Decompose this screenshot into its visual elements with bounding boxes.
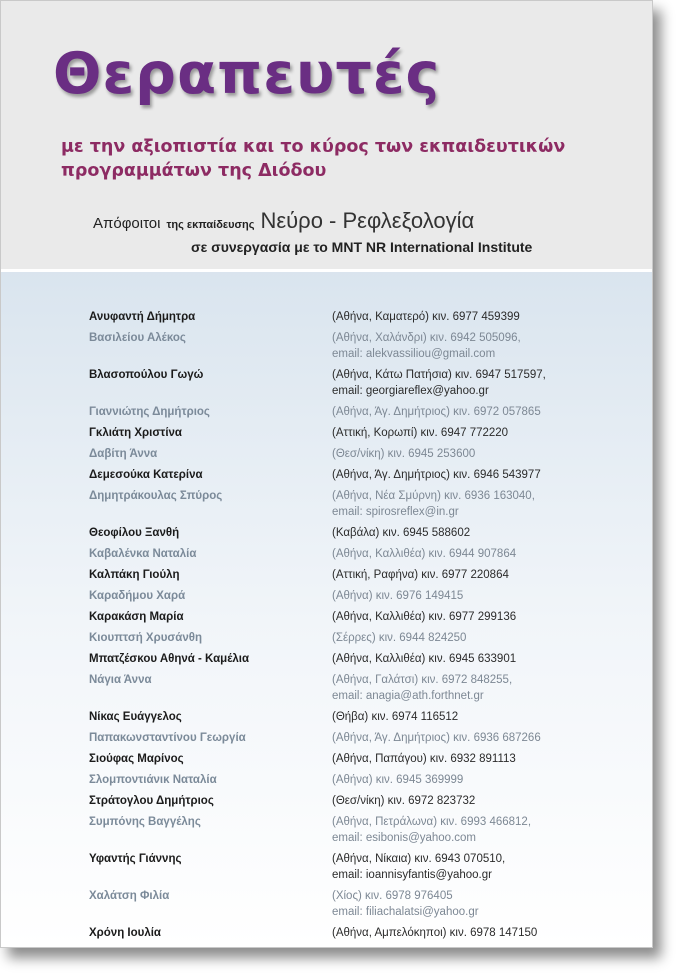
course-name: Νεύρο - Ρεφλεξολογία [260,208,475,233]
therapist-name: Μπατζέσκου Αθηνά - Καμέλια [89,653,250,665]
therapist-name: Βλασοπούλου Γωγώ [89,369,204,381]
list-item [1,546,652,562]
therapist-name: Καλπάκη Γιούλη [89,569,180,581]
list-item [1,488,652,520]
therapist-contact [332,630,652,646]
therapist-name: Σιούφας Μαρίνος [89,753,184,765]
contact-location-phone: (Αθήνα, Παπάγου) κιν. 6932 891113 [332,753,516,765]
therapist-name: Καρακάση Μαρία [89,611,184,623]
therapist-contact [332,609,652,625]
therapist-contact [332,888,652,920]
therapist-name: Δημητράκουλας Σπύρος [89,490,223,502]
collaboration-line: σε συνεργασία με το MNT NR International Institute [191,239,533,255]
contact-email: email: esibonis@yahoo.com [332,832,476,844]
graduates-mid: της εκπαίδευσης [166,219,255,231]
list-item [1,446,652,462]
list-item [1,730,652,746]
contact-location-phone: (Αθήνα, Κάτω Πατήσια) κιν. 6947 517597, [332,369,546,381]
therapist-contact [332,772,652,788]
subtitle [61,135,641,183]
contact-email: email: georgiareflex@yahoo.gr [332,385,489,397]
list-item [1,567,652,583]
list-item [1,367,652,399]
therapist-contact [332,446,652,462]
list-item [1,630,652,646]
therapist-contact [332,851,652,883]
list-item [1,709,652,725]
list-item [1,672,652,704]
contact-location-phone: (Αττική, Ραφήνα) κιν. 6977 220864 [332,569,509,581]
therapist-name: Δεμεσούκα Κατερίνα [89,469,203,481]
list-item [1,793,652,809]
contact-email: email: filiachalatsi@yahoo.gr [332,906,479,918]
graduates-line [93,208,474,234]
contact-location-phone: (Θήβα) κιν. 6974 116512 [332,711,459,723]
subtitle-line-1: με την αξιοπιστία και το κύρος των εκπαιδευτικών [61,137,566,157]
therapist-contact [332,404,652,420]
contact-location-phone: (Αθήνα, Άγ. Δημήτριος) κιν. 6972 057865 [332,406,541,418]
contact-location-phone: (Αθήνα, Άγ. Δημήτριος) κιν. 6936 687266 [332,732,541,744]
therapist-contact [332,546,652,562]
therapist-contact [332,814,652,846]
contact-location-phone: (Αθήνα, Καματερό) κιν. 6977 459399 [332,311,520,323]
therapist-name: Νίκας Ευάγγελος [89,711,182,723]
contact-location-phone: (Αθήνα) κιν. 6945 369999 [332,774,464,786]
therapist-name: Συμπόνης Βαγγέλης [89,816,201,828]
contact-location-phone: (Αθήνα) κιν. 6976 149415 [332,590,464,602]
therapist-contact [332,567,652,583]
list-item [1,772,652,788]
contact-location-phone: (Αθήνα, Νέα Σμύρνη) κιν. 6936 163040, [332,490,535,502]
therapist-name: Χαλάτση Φιλία [89,890,170,902]
contact-location-phone: (Αττική, Κορωπί) κιν. 6947 772220 [332,427,509,439]
therapist-contact [332,367,652,399]
contact-location-phone: (Αθήνα, Γαλάτσι) κιν. 6972 848255, [332,674,513,686]
therapist-contact [332,730,652,746]
contact-location-phone: (Αθήνα, Νίκαια) κιν. 6943 070510, [332,853,506,865]
therapist-contact [332,488,652,520]
contact-email: email: alekvassiliou@gmail.com [332,348,496,360]
list-item [1,525,652,541]
therapist-name: Γιαννιώτης Δημήτριος [89,406,210,418]
contact-location-phone: (Αθήνα, Καλλιθέα) κιν. 6977 299136 [332,611,517,623]
therapist-name: Καραδήμου Χαρά [89,590,186,602]
therapist-name: Δαβίτη Άννα [89,448,158,460]
therapist-name: Βασιλείου Αλέκος [89,332,186,344]
therapist-contact [332,709,652,725]
subtitle-line-2: προγραμμάτων της Διόδου [61,161,327,181]
list-item [1,851,652,883]
therapist-contact [332,672,652,704]
therapist-contact [332,651,652,667]
therapist-name: Θεοφίλου Ξανθή [89,527,180,539]
contact-location-phone: (Θεσ/νίκη) κιν. 6945 253600 [332,448,476,460]
list-item [1,330,652,362]
contact-location-phone: (Αθήνα, Αμπελόκηποι) κιν. 6978 147150 [332,927,538,939]
therapist-name: Υφαντής Γιάννης [89,853,182,865]
therapist-name: Καβαλένκα Ναταλία [89,548,197,560]
list-item [1,609,652,625]
therapist-contact [332,467,652,483]
therapist-contact [332,588,652,604]
contact-location-phone: (Αθήνα, Καλλιθέα) κιν. 6944 907864 [332,548,517,560]
contact-location-phone: (Σέρρες) κιν. 6944 824250 [332,632,467,644]
contact-location-phone: (Θεσ/νίκη) κιν. 6972 823732 [332,795,476,807]
therapist-name: Νάγια Άννα [89,674,152,686]
contact-email: email: ioannisyfantis@yahoo.gr [332,869,492,881]
contact-location-phone: (Αθήνα, Χαλάνδρι) κιν. 6942 505096, [332,332,521,344]
therapist-contact [332,425,652,441]
page-title: Θεραπευτές [53,41,441,107]
therapist-contact [332,751,652,767]
therapist-name: Ανυφαντή Δήμητρα [89,311,196,323]
list-item [1,651,652,667]
list-item [1,425,652,441]
list-item [1,588,652,604]
therapist-contact [332,525,652,541]
row-gap [1,941,652,946]
list-item [1,467,652,483]
header-panel [1,1,652,272]
contact-email: email: spirosreflex@in.gr [332,506,459,518]
contact-location-phone: (Καβάλα) κιν. 6945 588602 [332,527,471,539]
list-item [1,404,652,420]
list-item [1,888,652,920]
contact-email: email: anagia@ath.forthnet.gr [332,690,484,702]
contact-location-phone: (Αθήνα, Άγ. Δημήτριος) κιν. 6946 543977 [332,469,541,481]
therapist-name: Παπακωνσταντίνου Γεωργία [89,732,246,744]
therapist-name: Κιουπτσή Χρυσάνθη [89,632,202,644]
list-item [1,751,652,767]
contact-location-phone: (Χίος) κιν. 6978 976405 [332,890,453,902]
therapist-contact [332,330,652,362]
therapist-name: Γκλιάτη Χριστίνα [89,427,182,439]
therapist-list [1,309,652,946]
list-item [1,925,652,941]
contact-location-phone: (Αθήνα, Καλλιθέα) κιν. 6945 633901 [332,653,517,665]
list-item [1,309,652,325]
therapist-name: Σλομποντιάνικ Ναταλία [89,774,217,786]
contact-location-phone: (Αθήνα, Πετράλωνα) κιν. 6993 466812, [332,816,532,828]
therapist-name: Στράτογλου Δημήτριος [89,795,214,807]
graduates-prefix: Απόφοιτοι [93,215,161,232]
therapist-name: Χρόνη Ιουλία [89,927,161,939]
therapist-contact [332,925,652,941]
therapist-contact [332,309,652,325]
list-item [1,814,652,846]
therapist-contact [332,793,652,809]
